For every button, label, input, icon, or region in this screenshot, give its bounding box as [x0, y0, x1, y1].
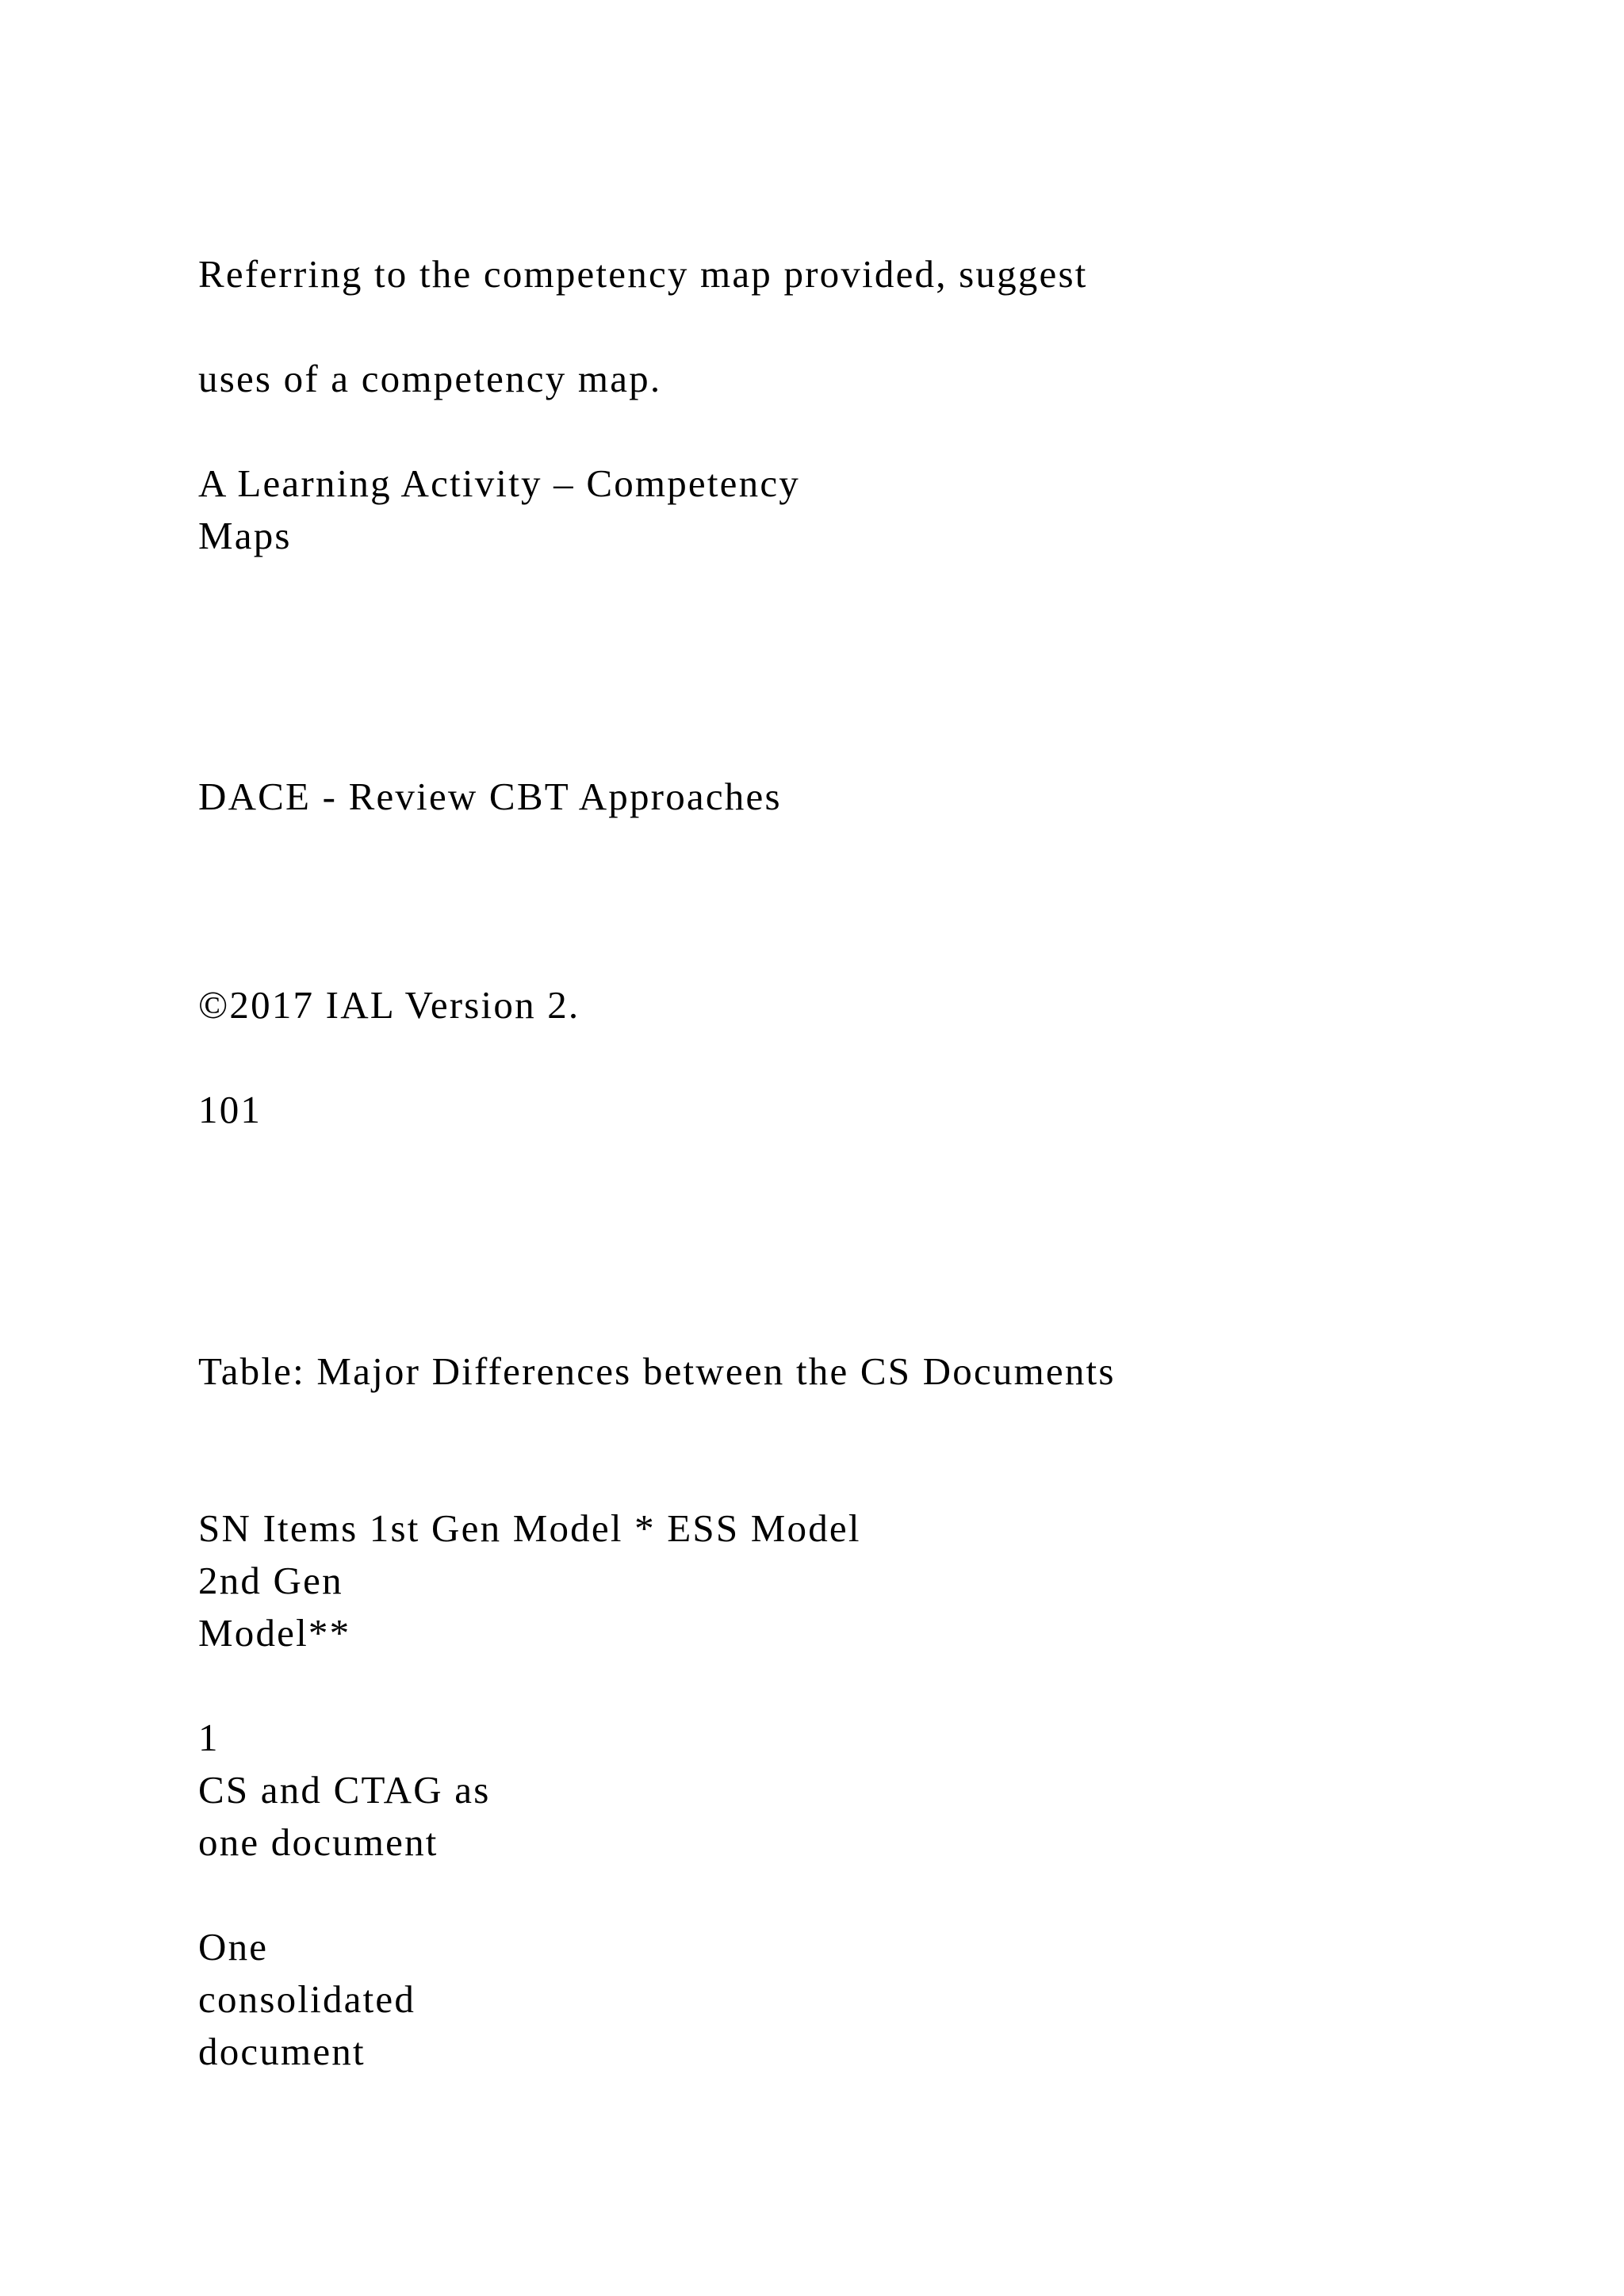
- table-row-1-value-line-2: consolidated: [198, 1977, 416, 2021]
- table-row-1-item-line-2: one document: [198, 1820, 439, 1864]
- table-row-1-value-line-1: One: [198, 1925, 269, 1969]
- copyright-notice: ©2017 IAL Version 2.: [198, 983, 580, 1027]
- activity-title-line-2: Maps: [198, 514, 292, 557]
- table-header-line-3: Model**: [198, 1611, 351, 1655]
- prompt-line-2: uses of a competency map.: [198, 357, 662, 400]
- activity-title-line-1: A Learning Activity – Competency: [198, 461, 800, 505]
- course-title: DACE - Review CBT Approaches: [198, 775, 782, 818]
- table-header-line-1: SN Items 1st Gen Model * ESS Model: [198, 1506, 861, 1550]
- table-row-1-value-line-3: document: [198, 2030, 366, 2073]
- table-row-1-item-line-1: CS and CTAG as: [198, 1768, 491, 1812]
- page-number: 101: [198, 1088, 262, 1131]
- table-header-line-2: 2nd Gen: [198, 1559, 343, 1602]
- table-caption: Table: Major Differences between the CS Documents: [198, 1349, 1116, 1393]
- prompt-line-1: Referring to the competency map provided, suggest: [198, 252, 1088, 296]
- table-row-1-sn: 1: [198, 1716, 220, 1759]
